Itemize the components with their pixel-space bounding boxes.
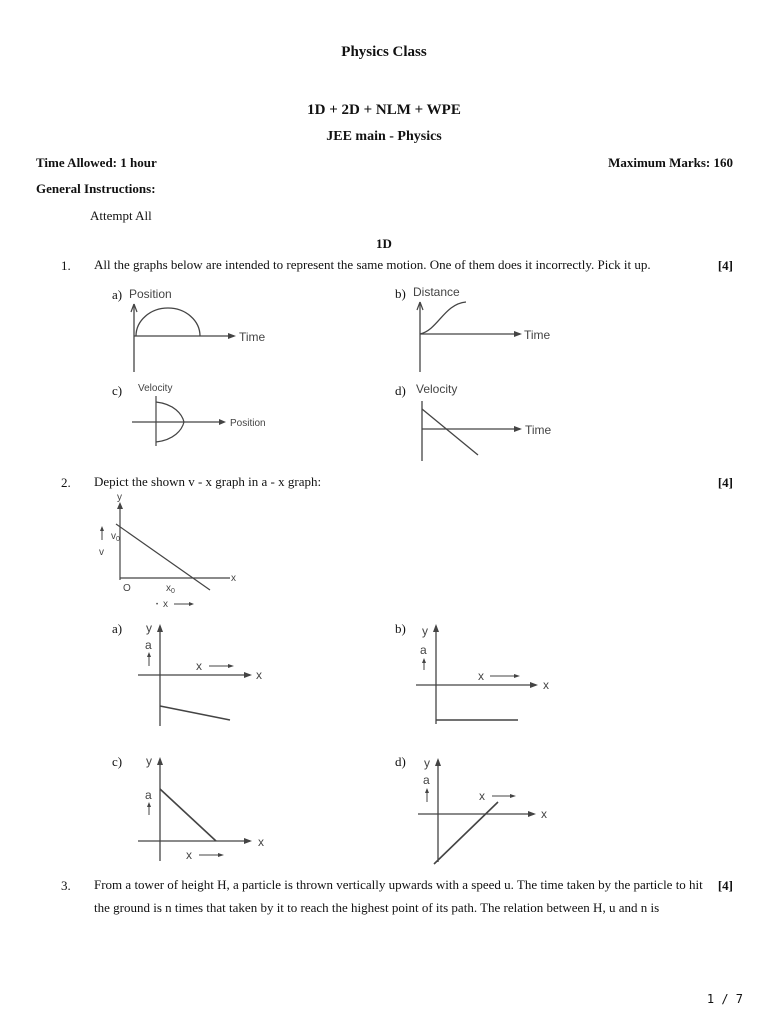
question-2-text: Depict the shown v - x graph in a - x graph: bbox=[94, 474, 322, 489]
q2-option-a-label[interactable]: a) bbox=[112, 621, 123, 636]
q2-option-d-label[interactable]: d) bbox=[395, 754, 406, 769]
q2-option-b-label[interactable]: b) bbox=[395, 621, 406, 636]
q1-option-b-graph bbox=[408, 282, 568, 374]
q1a-x-axis-label: Time bbox=[239, 330, 266, 344]
q2b-x-label: x bbox=[543, 678, 549, 692]
q2-option-a-graph bbox=[132, 618, 282, 728]
q2d-y-label: y bbox=[424, 756, 430, 770]
q2d-x-arrow-label: x bbox=[479, 789, 485, 803]
instructions-heading: General Instructions: bbox=[36, 181, 156, 196]
q1c-x-axis-label: Position bbox=[230, 418, 266, 429]
instructions-text: Attempt All bbox=[90, 208, 152, 223]
question-1-marks: [4] bbox=[717, 258, 733, 273]
q2c-y-label: y bbox=[146, 754, 152, 768]
q2-given-x-arrow-label: x bbox=[163, 599, 168, 610]
q1b-y-axis-label: Distance bbox=[413, 285, 460, 299]
q2-option-c-graph bbox=[132, 751, 282, 863]
page-number: 1 / 7 bbox=[706, 992, 743, 1006]
q1d-x-axis-label: Time bbox=[525, 423, 552, 437]
q1-option-c-graph bbox=[124, 380, 284, 450]
q1a-y-axis-label: Position bbox=[129, 287, 172, 301]
q2b-y-label: y bbox=[422, 624, 428, 638]
time-allowed: Time Allowed: 1 hour bbox=[36, 155, 157, 170]
q2c-a-label: a bbox=[145, 788, 152, 802]
question-3-number: 3. bbox=[61, 878, 71, 893]
q1-option-d-graph bbox=[408, 379, 568, 461]
q2b-x-arrow-label: x bbox=[478, 669, 484, 683]
question-1-number: 1. bbox=[61, 258, 71, 273]
q1-option-d-label[interactable]: d) bbox=[395, 383, 406, 398]
q2d-x-label: x bbox=[541, 807, 547, 821]
main-title: 1D + 2D + NLM + WPE bbox=[307, 102, 461, 118]
q1-option-c-label[interactable]: c) bbox=[112, 383, 123, 398]
q1-option-a-graph bbox=[124, 284, 284, 376]
question-2-marks: [4] bbox=[717, 475, 733, 490]
q2d-a-label: a bbox=[423, 773, 430, 787]
q2a-a-label: a bbox=[145, 638, 152, 652]
q1d-y-axis-label: Velocity bbox=[416, 382, 458, 396]
q2c-x-arrow-label: x bbox=[186, 848, 192, 862]
q2-given-origin-label: O bbox=[123, 583, 131, 594]
q2-option-d-graph bbox=[410, 752, 560, 868]
q2b-a-label: a bbox=[420, 643, 427, 657]
q2-given-x-label: x bbox=[231, 573, 236, 584]
q2-given-v-x-graph bbox=[92, 490, 252, 612]
header-title: Physics Class bbox=[341, 44, 427, 60]
q2-given-y-label: y bbox=[117, 492, 122, 503]
q2-given-v-label: v bbox=[99, 547, 104, 558]
q2a-x-label: x bbox=[256, 668, 262, 682]
q2c-x-label: x bbox=[258, 835, 264, 849]
exam-subtitle: JEE main - Physics bbox=[326, 129, 442, 144]
q1b-x-axis-label: Time bbox=[524, 328, 551, 342]
question-3-marks: [4] bbox=[717, 878, 733, 893]
q1-option-b-label[interactable]: b) bbox=[395, 286, 406, 301]
maximum-marks: Maximum Marks: 160 bbox=[608, 155, 733, 170]
q2a-y-label: y bbox=[146, 621, 152, 635]
q2-given-x0-label: $x_0$ bbox=[166, 583, 175, 595]
question-2-number: 2. bbox=[61, 475, 71, 490]
q1c-y-axis-label: Velocity bbox=[138, 383, 173, 394]
q2a-x-arrow-label: x bbox=[196, 659, 202, 673]
svg-text:•: • bbox=[156, 602, 159, 608]
question-3-text: From a tower of height H, a particle is thrown vertically upwards with a speed u. The time taken by the particle to hit the ground is n times that taken by it to reach the highest point of its path. The relation between H, u and n is bbox=[94, 877, 703, 915]
question-1-text: All the graphs below are intended to represent the same motion. One of them does it incorrectly. Pick it up. bbox=[94, 257, 651, 272]
q1-option-a-label[interactable]: a) bbox=[112, 287, 123, 302]
section-heading: 1D bbox=[376, 236, 392, 251]
q2-option-c-label[interactable]: c) bbox=[112, 754, 123, 769]
q2-given-v0-label: $v_0$ bbox=[111, 531, 120, 543]
q2-option-b-graph bbox=[410, 618, 560, 728]
